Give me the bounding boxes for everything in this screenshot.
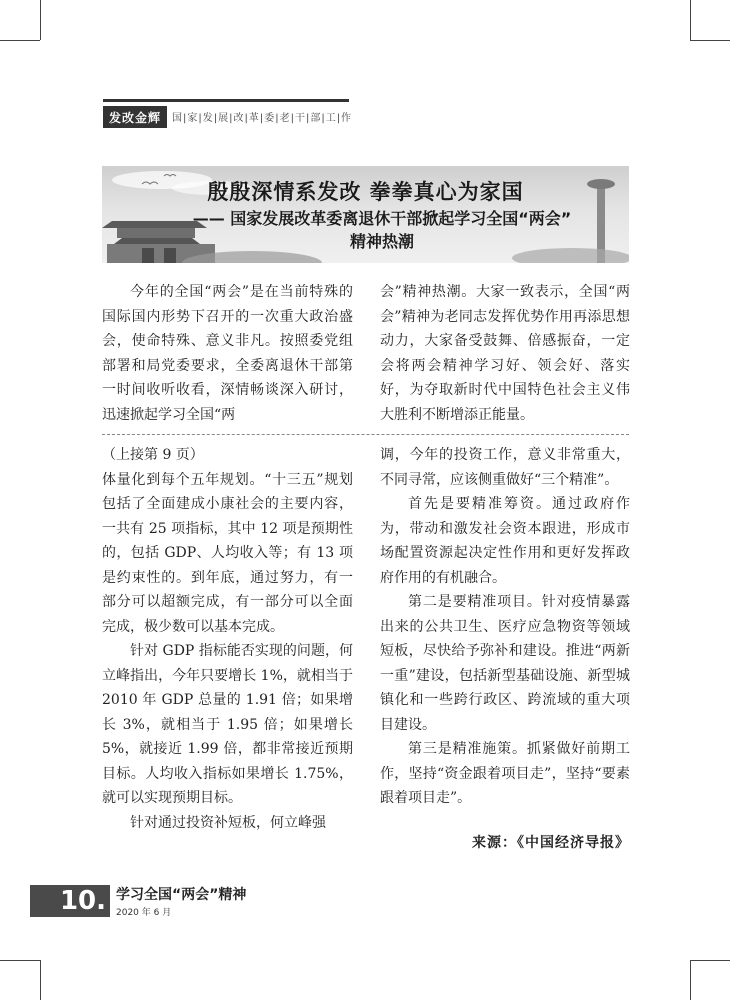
section-divider xyxy=(102,434,629,435)
crop-mark xyxy=(690,960,730,961)
article-subtitle-line2: 精神热潮 xyxy=(349,232,414,251)
crop-mark xyxy=(40,0,41,40)
article-subtitle xyxy=(142,207,622,253)
crop-mark xyxy=(0,960,40,961)
crop-mark xyxy=(690,960,691,1000)
department-line: 国|家|发|展|改|革|委|老|干|部|工|作 xyxy=(172,113,353,124)
paragraph: 首先是要精准筹资。通过政府作为，带动和激发社会资本跟进，形成市场配置资源起决定性作用和更好发挥政府作用的有机融合。 xyxy=(380,496,630,586)
continued-left-column xyxy=(102,443,353,835)
continued-marker: （上接第 9 页） xyxy=(102,447,204,463)
column-tag: 发改金辉 xyxy=(103,106,167,128)
paragraph: 今年的全国“两会”是在当前特殊的国际国内形势下召开的一次重大政治盛会，使命特殊、意义非凡。按照委党组部署和局党委要求，全委离退休干部第一时间收听收看，深情畅谈深入研讨，迅速掀起学习全国“两 xyxy=(102,284,353,423)
footer-date: 2020 年 6 月 xyxy=(116,908,172,918)
header-rule xyxy=(103,99,349,102)
crop-mark xyxy=(40,960,41,1000)
paragraph: 针对 GDP 指标能否实现的问题，何立峰指出，今年只要增长 1%，就相当于 2010 年 GDP 总量的 1.91 倍；如果增长 3%，就相当于 1.95 倍；如果增长 5%，就接近 1.99 倍，都非常接近预期目标。人均收入指标如果增长 1.75%，就可以实现预期目标。 xyxy=(102,643,353,806)
paragraph: 调，今年的投资工作，意义非常重大，不同寻常，应该侧重做好“三个精准”。 xyxy=(380,447,630,488)
article-right-column xyxy=(380,280,630,427)
article-title: 殷殷深情系发改 拳拳真心为家国 xyxy=(207,179,524,204)
paragraph: 针对通过投资补短板，何立峰强 xyxy=(130,814,326,831)
page-number: 10. xyxy=(30,885,110,917)
footer-section-title: 学习全国“两会”精神 xyxy=(116,887,247,903)
paragraph: 体量化到每个五年规划。“十三五”规划包括了全面建成小康社会的主要内容，一共有 25 项指标，其中 12 项是预期性的，包括 GDP、人均收入等；有 13 项是约束性的。到年底，通过努力，有一部分可以超额完成，有一部分可以全面完成，极少数可以基本完成。 xyxy=(102,471,353,635)
article-left-column xyxy=(102,280,353,427)
crop-mark xyxy=(690,40,730,41)
crop-mark xyxy=(0,40,40,41)
crop-mark xyxy=(690,0,691,40)
paragraph: 第三是精准施策。抓紧做好前期工作，坚持“资金跟着项目走”，坚持“要素跟着项目走”。 xyxy=(380,741,630,806)
paragraph: 会”精神热潮。大家一致表示，全国“两会”精神为老同志发挥优势作用再添思想动力，大家备受鼓舞、倍感振奋，一定会将两会精神学习好、领会好、落实好，为夺取新时代中国特色社会主义伟大胜利不断增添正能量。 xyxy=(380,284,630,423)
article-banner xyxy=(102,166,629,263)
paragraph: 第二是要精准项目。针对疫情暴露出来的公共卫生、医疗应急物资等领域短板，尽快给予弥补和建设。推进“两新一重”建设，包括新型基础设施、新型城镇化和一些跨行政区、跨流域的重大项目建设。 xyxy=(380,594,630,733)
article-source: 来源：《中国经济导报》 xyxy=(472,835,630,851)
continued-right-column xyxy=(380,443,630,811)
article-subtitle-line1: —— 国家发展改革委离退休干部掀起学习全国“两会” xyxy=(192,209,572,228)
